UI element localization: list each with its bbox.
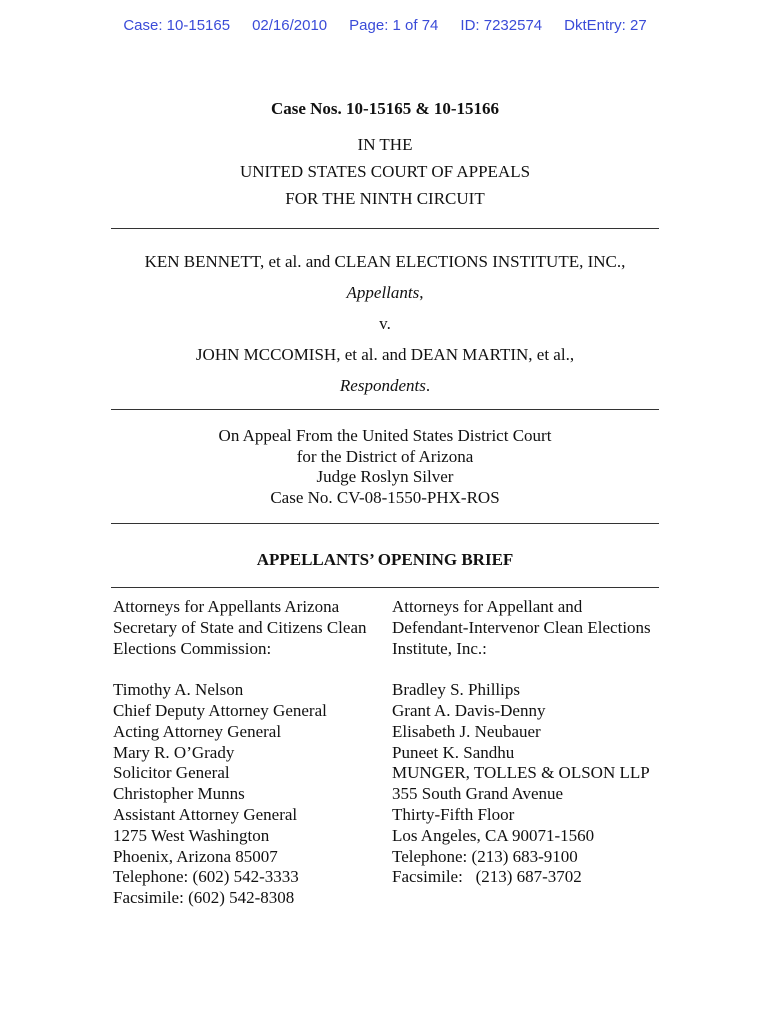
stamp-date: 02/16/2010 xyxy=(252,17,328,34)
attorney-list xyxy=(392,680,651,888)
telephone: Telephone: (213) 683-9100 xyxy=(392,846,578,866)
court-line: UNITED STATES COURT OF APPEALS xyxy=(239,162,531,181)
appeal-line: for the District of Arizona xyxy=(296,446,474,466)
court-name xyxy=(0,131,770,212)
stamp-docket-entry: DktEntry: 27 xyxy=(564,17,647,34)
stamp-page: Page: 1 of 74 xyxy=(349,17,439,34)
attorney-line: Grant A. Davis-Denny xyxy=(392,700,546,720)
attorney-line: Elisabeth J. Neubauer xyxy=(392,721,541,741)
appeal-line: Judge Roslyn Silver xyxy=(316,467,454,486)
appeal-line: Case No. CV-08-1550-PHX-ROS xyxy=(270,487,500,507)
telephone: Telephone: (602) 542-3333 xyxy=(113,867,299,887)
case-header-stamp xyxy=(0,17,770,34)
attorney-line: Chief Deputy Attorney General xyxy=(113,700,327,720)
parties xyxy=(0,246,770,401)
facsimile: Facsimile: (602) 542-8308 xyxy=(113,888,295,908)
appellants-role: Appellants, xyxy=(346,283,424,302)
address-line: Los Angeles, CA 90071-1560 xyxy=(392,825,595,845)
attorneys-heading: Attorneys for Appellant and Defendant-Intervenor Clean Elections Institute, Inc.: xyxy=(392,597,651,658)
attorney-line: Puneet K. Sandhu xyxy=(392,742,515,762)
divider xyxy=(111,587,659,588)
address-line: 355 South Grand Avenue xyxy=(392,784,564,804)
appeal-line: On Appeal From the United States District Court xyxy=(218,426,552,445)
attorney-line: Acting Attorney General xyxy=(113,721,282,741)
case-numbers: Case Nos. 10-15165 & 10-15166 xyxy=(270,99,500,118)
appeal-info xyxy=(0,426,770,508)
divider xyxy=(111,228,659,229)
address-line: Phoenix, Arizona 85007 xyxy=(113,846,278,866)
attorney-list xyxy=(113,680,367,909)
divider xyxy=(111,409,659,410)
attorney-line: Bradley S. Phillips xyxy=(392,680,520,700)
attorney-line: Mary R. O’Grady xyxy=(113,742,235,762)
versus: v. xyxy=(379,314,391,333)
attorney-line: Solicitor General xyxy=(113,763,230,783)
attorney-line: Assistant Attorney General xyxy=(113,804,298,824)
attorney-line: Timothy A. Nelson xyxy=(113,680,244,700)
appellants-names: KEN BENNETT, et al. and CLEAN ELECTIONS INSTITUTE, INC., xyxy=(144,252,626,271)
court-line: FOR THE NINTH CIRCUIT xyxy=(285,189,485,208)
attorney-line: Christopher Munns xyxy=(113,784,245,804)
attorneys-heading: Attorneys for Appellants Arizona Secretary of State and Citizens Clean Elections Commission: xyxy=(113,597,367,658)
stamp-case: Case: 10-15165 xyxy=(123,17,231,34)
respondents-names: JOHN MCCOMISH, et al. and DEAN MARTIN, et al., xyxy=(195,345,575,364)
firm-name: MUNGER, TOLLES & OLSON LLP xyxy=(392,763,650,783)
attorneys-appellants-column xyxy=(113,597,367,909)
address-line: Thirty-Fifth Floor xyxy=(392,804,515,824)
brief-title: APPELLANTS’ OPENING BRIEF xyxy=(256,550,514,569)
stamp-id: ID: 7232574 xyxy=(460,17,543,34)
address-line: 1275 West Washington xyxy=(113,825,270,845)
respondents-role: Respondents. xyxy=(339,376,431,395)
facsimile: Facsimile: (213) 687-3702 xyxy=(392,867,582,887)
divider xyxy=(111,523,659,524)
court-line: IN THE xyxy=(357,135,413,154)
attorneys-intervenor-column xyxy=(392,597,651,888)
